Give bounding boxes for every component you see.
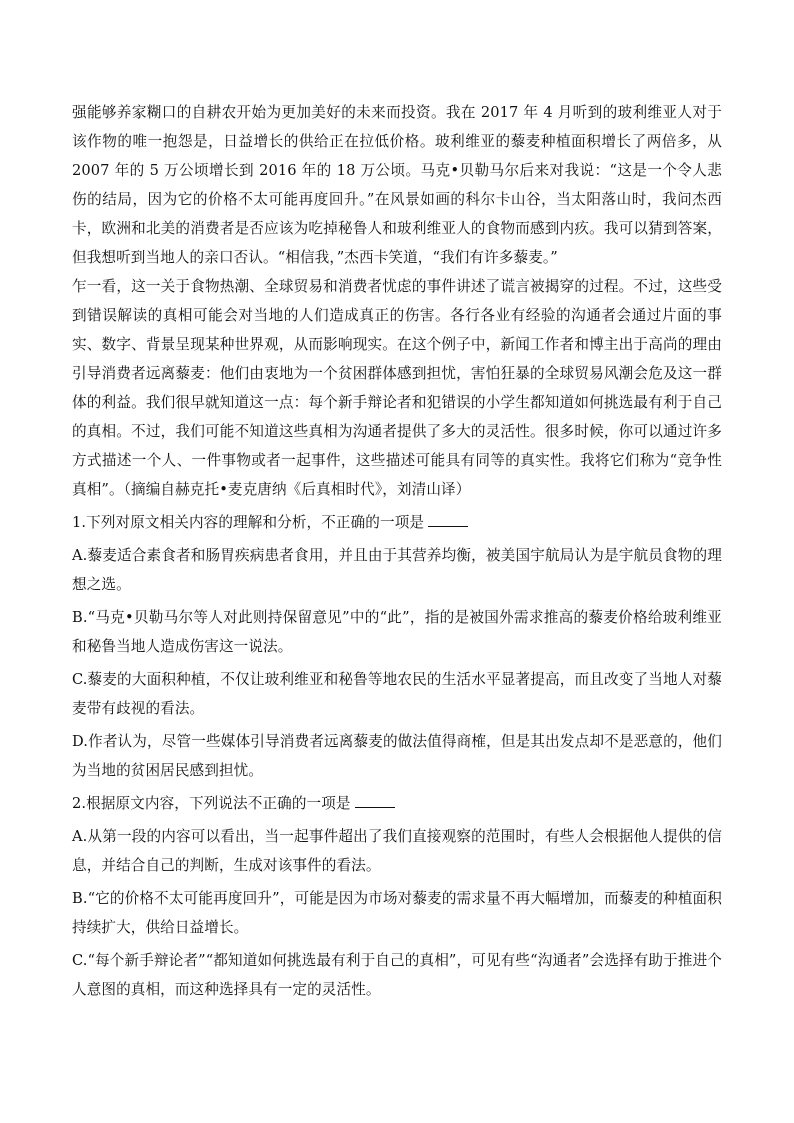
answer-blank	[428, 510, 468, 527]
question-1-option-a: A.藜麦适合素食者和肠胃疾病患者食用，并且由于其营养均衡，被美国宇航局认为是宇航员食物的理想之选。	[72, 547, 722, 593]
question-1-stem-text: 1.下列对原文相关内容的理解和分析，不正确的一项是	[72, 514, 425, 531]
question-2	[72, 789, 722, 1004]
passage-paragraph-1: 强能够养家糊口的自耕农开始为更加美好的未来而投资。我在 2017 年 4 月听到的玻利维亚人对于该作物的唯一抱怨是，日益增长的供给正在拉低价格。玻利维亚的藜麦种植面积增长了两倍多，从 2007 年的 5 万公顷增长到 2016 年的 18 万公顷。马克•贝勒马尔后来对我说：“这是一个令人悲伤的结局，因为它的价格不太可能再度回升。”在风景如画的科尔卡山谷，当太阳落山时，我问杰西卡，欧洲和北美的消费者是否应该为吃掉秘鲁人和玻利维亚人的食物而感到内疚。我可以猜到答案，但我想听到当地人的亲口否认。“相信我，”杰西卡笑道，“我们有许多藜麦。”	[72, 104, 722, 266]
question-1-option-c: C.藜麦的大面积种植，不仅让玻利维亚和秘鲁等地农民的生活水平显著提高，而且改变了当地人对藜麦带有歧视的看法。	[72, 671, 722, 717]
question-2-stem	[72, 789, 722, 818]
answer-blank	[355, 791, 395, 808]
question-2-option-b: B.“它的价格不太可能再度回升”，可能是因为市场对藜麦的需求量不再大幅增加，而藜麦的种植面积持续扩大，供给日益增长。	[72, 890, 722, 936]
passage-paragraph-2: 乍一看，这一关于食物热潮、全球贸易和消费者忧虑的事件讲述了谎言被揭穿的过程。不过，这些受到错误解读的真相可能会对当地的人们造成真正的伤害。各行各业有经验的沟通者会通过片面的事实、数字、背景呈现某种世界观，从而影响现实。在这个例子中，新闻工作者和博主出于高尚的理由引导消费者远离藜麦：他们由衷地为一个贫困群体感到担忧，害怕狂暴的全球贸易风潮会危及这一群体的利益。我们很早就知道这一点：每个新手辩论者和犯错误的小学生都知道如何挑选最有利于自己的真相。不过，我们可能不知道这些真相为沟通者提供了多大的灵活性。很多时候，你可以通过许多方式描述一个人、一件事物或者一起事件，这些描述可能具有同等的真实性。我将它们称为“竞争性真相”。（摘编自赫克托•麦克唐纳《后真相时代》，刘清山译）	[72, 278, 722, 498]
question-1-option-d: D.作者认为，尽管一些媒体引导消费者远离藜麦的做法值得商榷，但是其出发点却不是恶意的，他们为当地的贫困居民感到担忧。	[72, 733, 722, 779]
document-page	[72, 98, 722, 1008]
question-2-option-a: A.从第一段的内容可以看出，当一起事件超出了我们直接观察的范围时，有些人会根据他人提供的信息，并结合自己的判断，生成对该事件的看法。	[72, 828, 722, 874]
question-1	[72, 508, 722, 785]
question-1-option-b: B.“马克•贝勒马尔等人对此则持保留意见”中的“此”，指的是被国外需求推高的藜麦价格给玻利维亚和秘鲁当地人造成伤害这一说法。	[72, 609, 722, 655]
question-2-option-c: C.“每个新手辩论者”“都知道如何挑选最有利于自己的真相”，可见有些“沟通者”会选择有助于推进个人意图的真相，而这种选择具有一定的灵活性。	[72, 952, 722, 998]
question-1-stem	[72, 508, 722, 537]
question-2-stem-text: 2.根据原文内容，下列说法不正确的一项是	[72, 795, 351, 812]
